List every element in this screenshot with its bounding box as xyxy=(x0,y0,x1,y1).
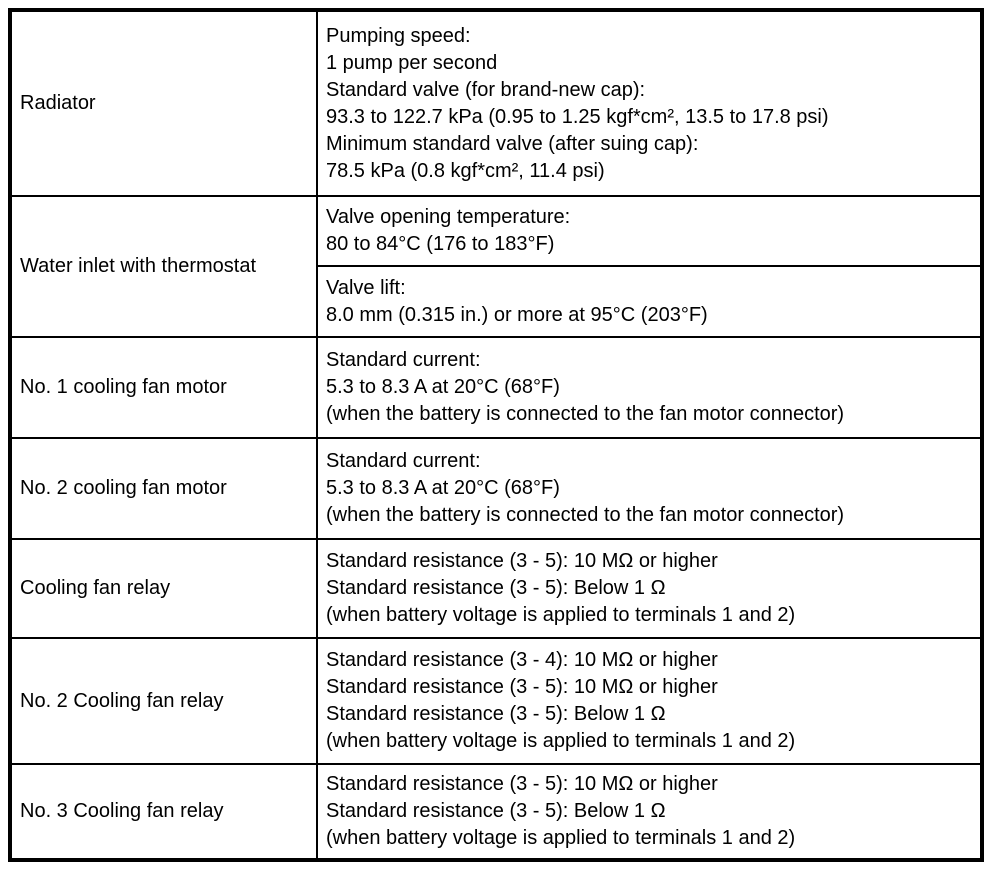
cooling-system-spec-table xyxy=(8,8,984,862)
spec-line: 93.3 to 122.7 kPa (0.95 to 1.25 kgf*cm², 13.5 to 17.8 psi) xyxy=(326,105,829,128)
spec-line: (when battery voltage is applied to terminals 1 and 2) xyxy=(326,604,796,626)
component-label: Cooling fan relay xyxy=(20,577,171,599)
component-label: No. 3 Cooling fan relay xyxy=(20,800,224,822)
spec-cell xyxy=(317,764,982,860)
table-row-fan-relay xyxy=(10,539,982,638)
spec-line: Valve opening temperature: xyxy=(326,206,571,228)
component-cell xyxy=(10,638,317,764)
spec-cell xyxy=(317,638,982,764)
component-cell xyxy=(10,764,317,860)
table-row-radiator xyxy=(10,10,982,196)
table-row-fan-motor-1 xyxy=(10,337,982,438)
spec-line: Standard current: xyxy=(326,349,481,371)
spec-line: Standard resistance (3 - 5): 10 MΩ or higher xyxy=(326,676,718,698)
spec-line: 5.3 to 8.3 A at 20°C (68°F) xyxy=(326,376,560,398)
component-cell xyxy=(10,539,317,638)
spec-line: Standard resistance (3 - 5): Below 1 Ω xyxy=(326,703,666,725)
spec-line: 78.5 kPa (0.8 kgf*cm², 11.4 psi) xyxy=(326,159,605,182)
spec-cell xyxy=(317,539,982,638)
spec-subcell-valve-opening xyxy=(317,196,982,266)
component-cell xyxy=(10,196,317,337)
spec-line: 80 to 84°C (176 to 183°F) xyxy=(326,233,555,255)
spec-line: Standard current: xyxy=(326,450,481,472)
component-cell xyxy=(10,10,317,196)
spec-line: Pumping speed: xyxy=(326,24,471,47)
component-label: No. 2 cooling fan motor xyxy=(20,477,227,499)
spec-line: (when battery voltage is applied to terminals 1 and 2) xyxy=(326,827,796,849)
spec-line: Standard resistance (3 - 5): Below 1 Ω xyxy=(326,800,666,822)
component-label: No. 2 Cooling fan relay xyxy=(20,689,224,712)
spec-line: Standard resistance (3 - 4): 10 MΩ or higher xyxy=(326,649,718,671)
spec-line: (when battery voltage is applied to terminals 1 and 2) xyxy=(326,730,796,752)
table-row-fan-relay-2 xyxy=(10,638,982,764)
spec-line: (when the battery is connected to the fan motor connector) xyxy=(326,403,845,425)
table-row-fan-relay-3 xyxy=(10,764,982,860)
spec-line: Standard resistance (3 - 5): 10 MΩ or higher xyxy=(326,773,718,795)
spec-line: 8.0 mm (0.315 in.) or more at 95°C (203°F) xyxy=(326,303,708,326)
spec-line: Valve lift: xyxy=(326,276,406,299)
component-cell xyxy=(10,337,317,438)
spec-line: (when the battery is connected to the fan motor connector) xyxy=(326,504,845,526)
spec-line: 1 pump per second xyxy=(326,51,498,74)
spec-subcell-valve-lift xyxy=(317,266,982,337)
spec-cell xyxy=(317,337,982,438)
table-row-fan-motor-2 xyxy=(10,438,982,539)
spec-line: Standard valve (for brand-new cap): xyxy=(326,78,646,101)
component-label: Water inlet with thermostat xyxy=(20,255,257,277)
component-label: No. 1 cooling fan motor xyxy=(20,376,227,398)
spec-line: 5.3 to 8.3 A at 20°C (68°F) xyxy=(326,477,560,499)
spec-line: Standard resistance (3 - 5): Below 1 Ω xyxy=(326,577,666,599)
spec-cell xyxy=(317,10,982,196)
component-label: Radiator xyxy=(20,92,96,114)
spec-line: Standard resistance (3 - 5): 10 MΩ or higher xyxy=(326,550,718,572)
spec-line: Minimum standard valve (after suing cap): xyxy=(326,132,699,155)
table-row-water-inlet xyxy=(10,196,982,266)
spec-cell xyxy=(317,438,982,539)
component-cell xyxy=(10,438,317,539)
